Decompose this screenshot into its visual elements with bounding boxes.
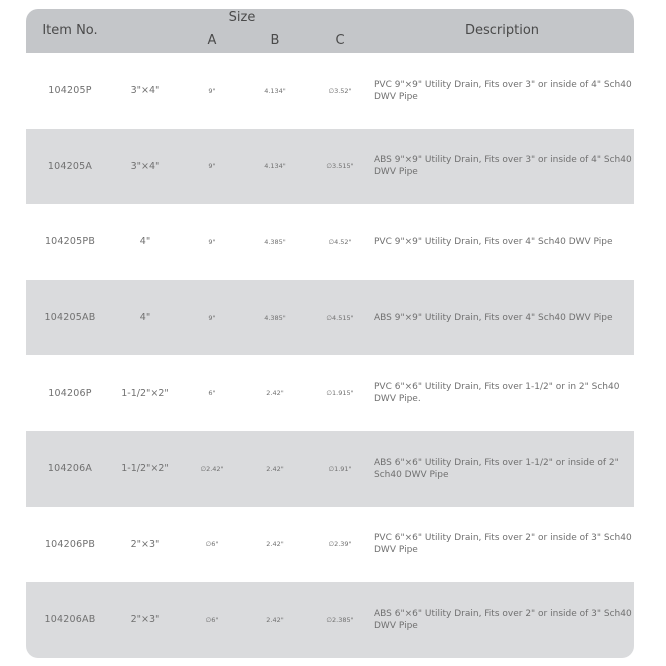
dimension-a-cell: ∅6" (205, 615, 219, 624)
dimension-a-cell: 9" (208, 313, 216, 322)
item-no-cell: 104205A (47, 160, 93, 172)
dimension-b-cell: 2.42" (266, 615, 284, 624)
table-row (26, 582, 634, 658)
dimension-b-cell: 4.385" (264, 313, 286, 322)
table-row (26, 431, 634, 507)
dimension-a-cell: ∅6" (205, 540, 219, 549)
description-cell (374, 204, 632, 280)
description-text: ABS 9"×9" Utility Drain, Fits over 4" Sch40 DWV Pipe (374, 312, 613, 323)
dimension-c-cell: ∅2.385" (326, 615, 354, 624)
item-no-cell: 104206P (48, 387, 92, 399)
size-cell: 2"×3" (130, 614, 160, 626)
header-item-no: Item No. (42, 23, 98, 38)
description-cell (374, 129, 632, 205)
table-row (26, 129, 634, 205)
header-size-b: B (270, 33, 280, 48)
description-text: PVC 9"×9" Utility Drain, Fits over 3" or inside of 4" Sch40 DWV Pipe (374, 79, 632, 102)
dimension-c-cell: ∅1.915" (326, 389, 354, 398)
header-size-c: C (335, 33, 345, 48)
item-no-cell: 104205P (48, 85, 92, 97)
table-row (26, 53, 634, 129)
size-cell: 3"×4" (130, 160, 160, 172)
dimension-a-cell: 6" (208, 389, 216, 398)
table-row (26, 355, 634, 431)
header-description: Description (464, 23, 540, 38)
dimension-c-cell: ∅1.91" (328, 464, 352, 473)
size-cell: 3"×4" (130, 85, 160, 97)
dimension-a-cell: 9" (208, 237, 216, 246)
description-text: ABS 6"×6" Utility Drain, Fits over 2" or inside of 3" Sch40 DWV Pipe (374, 608, 632, 631)
table-row (26, 204, 634, 280)
description-cell (374, 582, 632, 658)
dimension-b-cell: 4.385" (264, 237, 286, 246)
description-cell (374, 431, 632, 507)
table-row (26, 507, 634, 583)
size-cell: 2"×3" (130, 538, 160, 550)
description-cell (374, 355, 632, 431)
dimension-b-cell: 4.134" (264, 162, 286, 171)
dimension-c-cell: ∅2.39" (328, 540, 352, 549)
size-cell: 4" (139, 312, 151, 324)
dimension-a-cell: 9" (208, 86, 216, 95)
dimension-b-cell: 2.42" (266, 464, 284, 473)
description-text: PVC 6"×6" Utility Drain, Fits over 1-1/2" or in 2" Sch40 DWV Pipe. (374, 382, 620, 405)
dimension-b-cell: 2.42" (266, 540, 284, 549)
dimension-c-cell: ∅4.515" (326, 313, 354, 322)
dimension-a-cell: 9" (208, 162, 216, 171)
size-cell: 1-1/2"×2" (121, 387, 169, 399)
size-cell: 1-1/2"×2" (121, 463, 169, 475)
description-cell (374, 280, 632, 356)
dimension-c-cell: ∅3.515" (326, 162, 354, 171)
header-size: Size (228, 10, 256, 25)
dimension-b-cell: 2.42" (266, 389, 284, 398)
description-cell (374, 507, 632, 583)
description-text: ABS 6"×6" Utility Drain, Fits over 1-1/2" or inside of 2" Sch40 DWV Pipe (374, 457, 619, 480)
description-text: PVC 6"×6" Utility Drain, Fits over 2" or inside of 3" Sch40 DWV Pipe (374, 533, 632, 556)
item-no-cell: 104206AB (44, 614, 96, 626)
dimension-a-cell: ∅2.42" (200, 464, 224, 473)
item-no-cell: 104205AB (44, 312, 96, 324)
item-no-cell: 104206PB (44, 538, 96, 550)
size-cell: 4" (139, 236, 151, 248)
item-no-cell: 104205PB (44, 236, 96, 248)
table-row (26, 280, 634, 356)
description-text: ABS 9"×9" Utility Drain, Fits over 3" or inside of 4" Sch40 DWV Pipe (374, 155, 632, 178)
dimension-c-cell: ∅4.52" (328, 237, 352, 246)
product-spec-table (26, 9, 634, 658)
item-no-cell: 104206A (47, 463, 93, 475)
description-cell (374, 53, 632, 129)
dimension-c-cell: ∅3.52" (328, 86, 352, 95)
table-body (26, 53, 634, 658)
description-text: PVC 9"×9" Utility Drain, Fits over 4" Sch40 DWV Pipe (374, 236, 613, 247)
table-header (26, 9, 634, 53)
dimension-b-cell: 4.134" (264, 86, 286, 95)
header-size-a: A (207, 33, 217, 48)
